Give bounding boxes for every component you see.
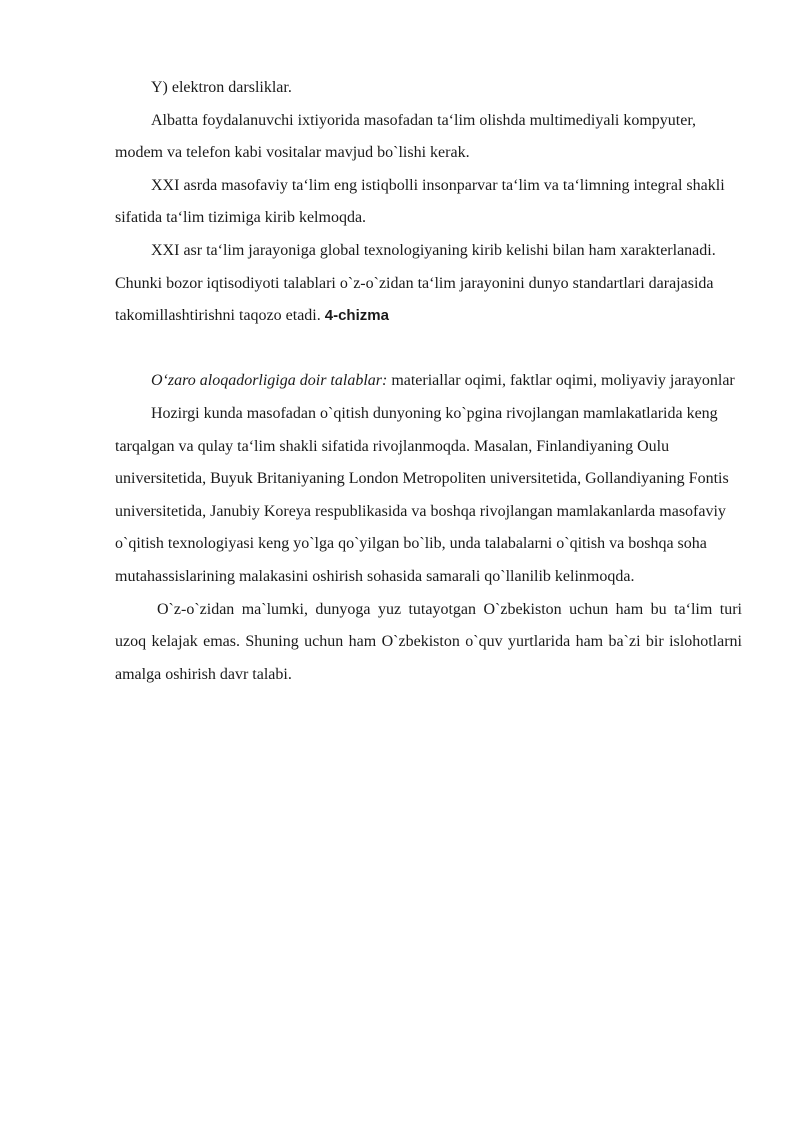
paragraph-uzbekistan-reforms: O`z-o`zidan ma`lumki, dunyoga yuz tutayotgan O`zbekiston uchun ham bu ta‘lim turi uzoq kelajak emas. Shuning uchun ham O`zbekiston o`quv yurtlarida ham ba`zi bir islohotlarni amalga oshirish davr talabi. [115,600,742,683]
paragraph-21st-century-distance-learning: XXI asrda masofaviy ta‘lim eng istiqbolli insonparvar ta‘lim va ta‘limning integral shakli sifatida ta‘lim tizimiga kirib kelmoqda. [115,176,725,227]
paragraph-global-technology-text: XXI asr ta‘lim jarayoniga global texnologiyaning kirib kelishi bilan ham xarakterlanadi. Chunki bozor iqtisodiyoti talablari o`z-o`zidan ta‘lim jarayonini dunyo standartlari darajasida takomillashtirishni taqozo etadi. [115,241,716,325]
document-page [115,72,742,691]
requirements-text: materiallar oqimi, faktlar oqimi, moliyaviy jarayonlar [391,372,735,390]
paragraph-global-technology [115,235,742,333]
figure-reference: 4-chizma [324,307,389,325]
blank-line [115,333,742,366]
paragraph-interrelation-requirements [115,365,742,398]
requirements-heading: O‘zaro aloqadorligiga doir talablar: [151,372,388,390]
paragraph-electronic-textbooks: Y) elektron darsliklar. [151,79,292,96]
paragraph-current-distance-learning: Hozirgi kunda masofadan o`qitish dunyoning ko`pgina rivojlangan mamlakatlarida keng tarqalgan va qulay ta‘lim shakli sifatida rivojlanmoqda. Masalan, Finlandiyaning Oulu universitetida, Buyuk Britaniyaning London Metropoliten universitetida, Gollandiyaning Fontis universitetida, Janubiy Koreya respublikasida va boshqa rivojlangan mamlakanlarda masofaviy o`qitish texnologiyasi keng yo`lga qo`yilgan bo`lib, unda talabalarni o`qitish va boshqa soha mutahassislarining malakasini oshirish sohasida samarali qo`llanilib kelinmoqda. [115,404,729,585]
paragraph-multimedia-tools: Albatta foydalanuvchi ixtiyorida masofadan ta‘lim olishda multimediyali kompyuter, modem va telefon kabi vositalar mavjud bo`lishi kerak. [115,111,697,162]
